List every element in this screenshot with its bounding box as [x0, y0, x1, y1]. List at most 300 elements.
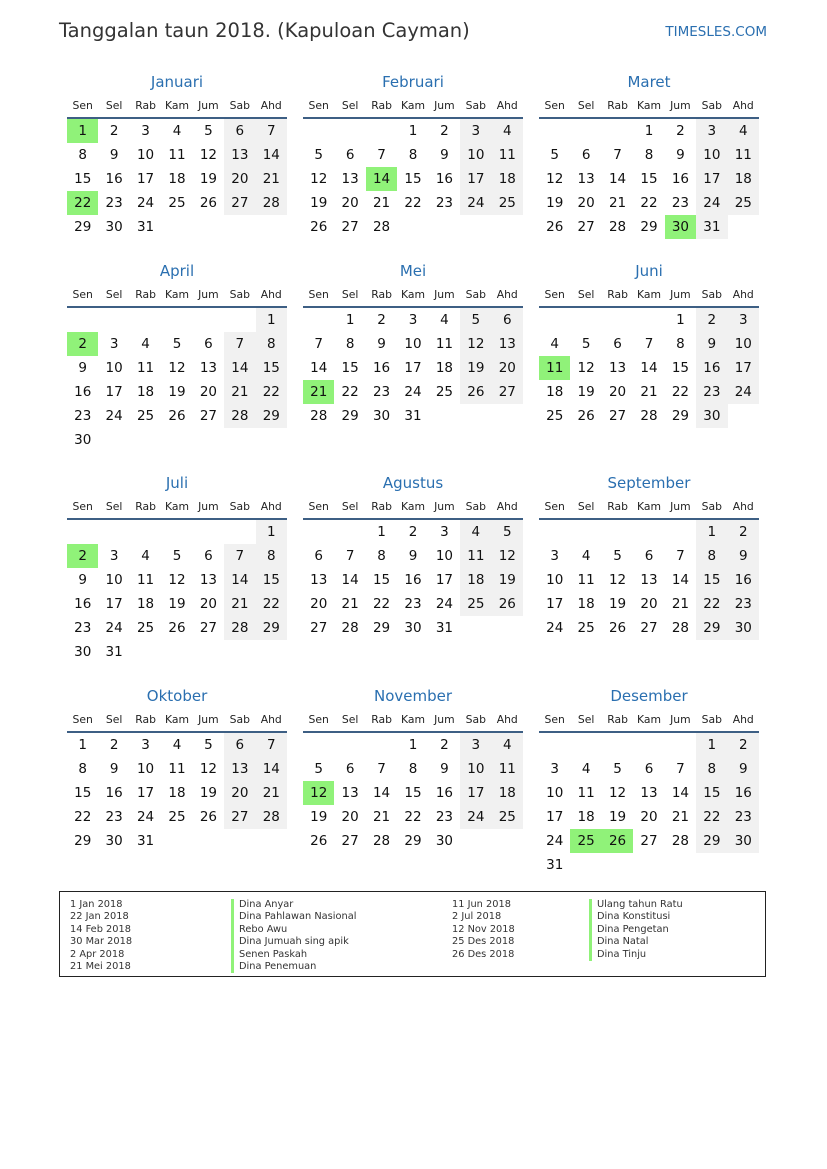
weekday-label: Sen [72, 99, 93, 112]
day-cell: 4 [141, 336, 150, 352]
weekday-header [303, 286, 523, 304]
day-cell: 9 [408, 548, 418, 564]
day-cell: 21 [341, 596, 359, 612]
day-cell: 1 [707, 524, 717, 540]
weekday-label: Kam [164, 99, 189, 112]
day-cell: 4 [581, 548, 591, 564]
day-cell: 10 [467, 761, 485, 777]
legend-holiday-name: Dina Jumuah sing apik [231, 936, 356, 948]
legend-holiday-name: Dina Anyar [231, 899, 356, 911]
day-cell: 27 [640, 833, 658, 849]
legend-names-left [231, 899, 356, 973]
day-cell: 17 [105, 596, 123, 612]
day-cell: 16 [703, 360, 721, 376]
day-cell: 31 [435, 620, 454, 636]
day-cell: 28 [671, 833, 690, 849]
weekday-label: Sab [465, 99, 486, 112]
day-cell: 25 [734, 195, 752, 211]
day-cell: 3 [471, 737, 481, 753]
legend-date: 14 Feb 2018 [70, 923, 131, 935]
day-cell: 8 [408, 147, 418, 163]
day-cell: 25 [498, 195, 516, 211]
day-cell: 21 [671, 809, 690, 825]
day-cell: 29 [74, 219, 92, 235]
day-cell: 11 [168, 147, 186, 163]
day-cell: 6 [204, 548, 213, 564]
day-cell: 27 [341, 833, 359, 849]
holiday-day-cell: 22 [67, 191, 98, 215]
holiday-day-cell: 26 [602, 829, 633, 853]
day-cell: 17 [105, 384, 123, 400]
day-cell: 25 [168, 195, 186, 211]
day-cell: 24 [546, 833, 564, 849]
day-cell: 13 [341, 785, 359, 801]
weekday-label: Sen [544, 713, 565, 726]
day-cell: 27 [199, 408, 218, 424]
day-cell: 11 [734, 147, 752, 163]
day-cell: 13 [310, 572, 328, 588]
day-cell: 18 [577, 596, 595, 612]
day-cell: 28 [231, 408, 249, 424]
day-cell: 16 [105, 171, 123, 187]
day-cell: 17 [546, 596, 564, 612]
day-cell: 9 [377, 336, 386, 352]
day-cell: 5 [314, 761, 323, 777]
day-cell: 22 [262, 596, 280, 612]
weekday-label: Ahd [496, 500, 518, 513]
legend-holiday-name: Dina Pahlawan Nasional [231, 911, 356, 923]
day-cell: 8 [707, 761, 717, 777]
day-cell: 12 [608, 785, 627, 801]
day-cell: 20 [199, 384, 218, 400]
weekday-label: Kam [400, 288, 425, 301]
day-cell: 27 [231, 195, 249, 211]
day-cell: 1 [345, 312, 355, 328]
day-cell: 7 [377, 147, 386, 163]
day-cell: 25 [546, 408, 564, 424]
day-cell: 13 [608, 360, 627, 376]
day-cell: 2 [440, 737, 449, 753]
day-cell: 14 [671, 785, 690, 801]
day-cell: 13 [199, 360, 218, 376]
month-name: Agustus [382, 474, 444, 492]
day-cell: 29 [640, 219, 658, 235]
month-block [539, 685, 759, 895]
weekday-header [303, 498, 523, 516]
day-cell: 19 [199, 171, 218, 187]
day-cell: 10 [435, 548, 454, 564]
day-cell: 1 [676, 312, 685, 328]
day-cell: 26 [467, 384, 485, 400]
day-cell: 19 [498, 572, 516, 588]
day-cell: 12 [310, 171, 328, 187]
day-cell: 8 [266, 548, 276, 564]
day-cell: 10 [546, 785, 564, 801]
day-cell: 10 [703, 147, 721, 163]
day-cell: 5 [613, 548, 622, 564]
day-cell: 1 [78, 737, 87, 753]
day-cell: 12 [199, 147, 218, 163]
day-cell: 29 [703, 833, 721, 849]
weekday-label: Jum [434, 713, 455, 726]
weekday-label: Sel [341, 288, 359, 301]
day-cell: 24 [546, 620, 564, 636]
day-cell: 1 [266, 312, 276, 328]
day-cell: 4 [471, 524, 481, 540]
day-cell: 17 [136, 171, 155, 187]
day-cell: 20 [640, 809, 658, 825]
legend-holiday-name: Dina Konstitusi [589, 911, 683, 923]
day-cell: 5 [204, 737, 213, 753]
day-cell: 20 [498, 360, 516, 376]
weekday-label: Rab [607, 288, 628, 301]
day-cell: 6 [581, 147, 591, 163]
weekday-label: Sen [308, 288, 329, 301]
legend-holiday-name: Dina Penemuan [231, 961, 356, 973]
day-cell: 4 [502, 737, 512, 753]
day-cell: 3 [141, 737, 150, 753]
day-cell: 7 [345, 548, 355, 564]
day-cell: 9 [707, 336, 717, 352]
day-cell: 14 [608, 171, 627, 187]
weekday-label: Jum [670, 288, 691, 301]
weekday-label: Rab [135, 713, 156, 726]
day-cell: 18 [435, 360, 454, 376]
day-cell: 1 [408, 737, 418, 753]
weekday-label: Sen [308, 500, 329, 513]
day-cell: 26 [168, 408, 186, 424]
day-cell: 9 [440, 147, 449, 163]
day-cell: 27 [608, 408, 627, 424]
day-cell: 19 [310, 809, 328, 825]
day-cell: 28 [231, 620, 249, 636]
weekday-label: Sen [72, 288, 93, 301]
day-cell: 16 [404, 572, 422, 588]
holiday-legend [59, 891, 766, 977]
day-cell: 29 [341, 408, 359, 424]
weekday-label: Ahd [496, 288, 518, 301]
day-cell: 30 [74, 432, 92, 448]
day-cell: 6 [235, 737, 245, 753]
weekday-label: Sel [105, 713, 123, 726]
day-cell: 31 [105, 644, 123, 660]
day-cell: 11 [577, 785, 595, 801]
day-cell: 15 [671, 360, 690, 376]
weekday-label: Kam [636, 713, 661, 726]
day-cell: 2 [707, 312, 717, 328]
day-cell: 26 [168, 620, 186, 636]
day-cell: 20 [310, 596, 328, 612]
day-cell: 1 [707, 737, 717, 753]
day-cell: 13 [199, 572, 218, 588]
weekday-header [67, 711, 287, 729]
day-cell: 15 [640, 171, 658, 187]
weekday-label: Kam [164, 288, 189, 301]
day-cell: 25 [498, 809, 516, 825]
day-cell: 3 [141, 123, 150, 139]
day-cell: 20 [341, 195, 359, 211]
legend-date: 2 Apr 2018 [70, 948, 125, 960]
legend-holiday-name: Dina Tinju [589, 949, 683, 961]
weekday-label: Sab [229, 713, 250, 726]
day-cell: 18 [734, 171, 752, 187]
holiday-day-cell: 2 [67, 332, 98, 356]
weekday-label: Kam [400, 99, 425, 112]
day-cell: 4 [172, 123, 182, 139]
day-cell: 13 [231, 147, 249, 163]
day-cell: 21 [231, 384, 249, 400]
day-cell: 27 [310, 620, 328, 636]
weekday-label: Sen [308, 99, 329, 112]
day-cell: 15 [74, 171, 92, 187]
weekday-label: Sel [577, 99, 595, 112]
day-cell: 22 [640, 195, 658, 211]
day-cell: 24 [734, 384, 752, 400]
day-cell: 26 [608, 620, 627, 636]
day-cell: 27 [640, 620, 658, 636]
day-cell: 17 [404, 360, 422, 376]
day-cell: 22 [404, 809, 422, 825]
weekday-label: Ahd [732, 99, 754, 112]
day-cell: 13 [640, 572, 658, 588]
legend-date: 22 Jan 2018 [70, 911, 129, 923]
weekday-label: Rab [135, 500, 156, 513]
day-cell: 30 [74, 644, 92, 660]
weekday-label: Sel [341, 99, 359, 112]
day-cell: 10 [734, 336, 752, 352]
header-divider [67, 306, 287, 308]
weekday-label: Kam [636, 288, 661, 301]
day-cell: 8 [78, 147, 87, 163]
weekday-header [303, 97, 523, 115]
day-cell: 21 [640, 384, 658, 400]
legend-holiday-name: Rebo Awu [231, 924, 356, 936]
day-cell: 16 [734, 785, 752, 801]
weekday-label: Ahd [732, 288, 754, 301]
day-cell: 13 [640, 785, 658, 801]
weekday-label: Sel [105, 99, 123, 112]
day-cell: 6 [644, 761, 654, 777]
weekday-header [539, 498, 759, 516]
weekday-label: Jum [670, 99, 691, 112]
day-cell: 10 [105, 360, 123, 376]
weekday-label: Rab [135, 99, 156, 112]
day-cell: 24 [467, 809, 485, 825]
month-block [67, 71, 287, 281]
weekday-label: Rab [607, 713, 628, 726]
day-cell: 3 [440, 524, 449, 540]
day-cell: 28 [640, 408, 658, 424]
day-cell: 22 [341, 384, 359, 400]
month-name: April [159, 262, 195, 280]
month-block [303, 260, 523, 470]
day-cell: 13 [577, 171, 595, 187]
day-cell: 14 [262, 761, 280, 777]
day-cell: 25 [467, 596, 485, 612]
day-cell: 19 [199, 785, 218, 801]
day-cell: 14 [372, 785, 391, 801]
weekday-label: Sab [701, 288, 722, 301]
day-cell: 18 [498, 785, 516, 801]
day-cell: 23 [105, 195, 123, 211]
day-cell: 4 [502, 123, 512, 139]
legend-date: 30 Mar 2018 [70, 936, 133, 948]
day-cell: 25 [168, 809, 186, 825]
day-cell: 5 [502, 524, 512, 540]
month-block [67, 472, 287, 682]
weekday-label: Sen [72, 713, 93, 726]
day-cell: 16 [671, 171, 690, 187]
weekday-label: Sel [577, 288, 595, 301]
month-block [303, 472, 523, 682]
day-cell: 30 [404, 620, 422, 636]
weekday-label: Sen [308, 713, 329, 726]
day-cell: 18 [577, 809, 595, 825]
day-cell: 30 [703, 408, 721, 424]
day-cell: 11 [577, 572, 595, 588]
day-cell: 3 [109, 336, 119, 352]
day-cell: 18 [136, 596, 155, 612]
day-cell: 4 [581, 761, 591, 777]
day-cell: 29 [262, 408, 280, 424]
day-cell: 20 [640, 596, 658, 612]
day-cell: 23 [372, 384, 391, 400]
day-cell: 8 [644, 147, 654, 163]
weekday-label: Jum [198, 500, 219, 513]
weekday-label: Sab [465, 713, 486, 726]
month-name: Desember [610, 687, 688, 705]
day-cell: 19 [467, 360, 485, 376]
day-cell: 30 [435, 833, 454, 849]
day-cell: 24 [105, 408, 123, 424]
weekday-label: Sel [105, 288, 123, 301]
weekday-label: Jum [198, 713, 219, 726]
day-cell: 21 [671, 596, 690, 612]
day-cell: 2 [676, 123, 685, 139]
day-cell: 10 [546, 572, 564, 588]
day-cell: 25 [136, 408, 155, 424]
day-cell: 28 [372, 833, 391, 849]
day-cell: 28 [262, 195, 280, 211]
weekday-label: Jum [434, 99, 455, 112]
calendar-grid [67, 71, 760, 886]
day-cell: 24 [136, 195, 155, 211]
month-block [303, 685, 523, 895]
weekday-label: Ahd [260, 288, 282, 301]
day-cell: 13 [498, 336, 516, 352]
day-cell: 21 [372, 809, 391, 825]
day-cell: 5 [172, 336, 182, 352]
holiday-day-cell: 30 [665, 215, 696, 239]
weekday-label: Rab [371, 713, 392, 726]
day-cell: 23 [74, 620, 92, 636]
day-cell: 19 [608, 809, 627, 825]
day-cell: 6 [502, 312, 512, 328]
day-cell: 4 [550, 336, 559, 352]
day-cell: 26 [310, 833, 328, 849]
weekday-label: Sel [577, 713, 595, 726]
day-cell: 29 [74, 833, 92, 849]
day-cell: 6 [235, 123, 245, 139]
day-cell: 26 [199, 195, 218, 211]
weekday-label: Sab [465, 288, 486, 301]
day-cell: 10 [404, 336, 422, 352]
legend-date: 1 Jan 2018 [70, 899, 123, 910]
weekday-header [539, 711, 759, 729]
day-cell: 8 [408, 761, 418, 777]
day-cell: 24 [435, 596, 454, 612]
day-cell: 24 [136, 809, 155, 825]
day-cell: 6 [613, 336, 622, 352]
day-cell: 21 [262, 171, 280, 187]
weekday-label: Sab [229, 99, 250, 112]
day-cell: 28 [341, 620, 359, 636]
day-cell: 13 [231, 761, 249, 777]
day-cell: 22 [703, 596, 721, 612]
day-cell: 30 [105, 833, 123, 849]
day-cell: 21 [231, 596, 249, 612]
brand-link[interactable]: TIMESLES.COM [665, 24, 767, 40]
day-cell: 30 [105, 219, 123, 235]
legend-holiday-name: Ulang tahun Ratu [589, 899, 683, 911]
day-cell: 2 [109, 737, 119, 753]
day-cell: 13 [341, 171, 359, 187]
day-cell: 26 [199, 809, 218, 825]
day-cell: 23 [435, 809, 454, 825]
day-cell: 2 [408, 524, 418, 540]
month-name: Maret [627, 73, 671, 91]
day-cell: 12 [577, 360, 595, 376]
holiday-day-cell: 25 [570, 829, 601, 853]
day-cell: 12 [467, 336, 485, 352]
day-cell: 18 [467, 572, 485, 588]
day-cell: 5 [172, 548, 182, 564]
day-cell: 29 [703, 620, 721, 636]
day-cell: 23 [435, 195, 454, 211]
weekday-label: Rab [607, 99, 628, 112]
weekday-label: Kam [164, 500, 189, 513]
day-cell: 26 [577, 408, 595, 424]
day-cell: 2 [738, 524, 748, 540]
day-cell: 24 [404, 384, 422, 400]
weekday-header [67, 498, 287, 516]
holiday-day-cell: 2 [67, 544, 98, 568]
day-cell: 9 [738, 548, 748, 564]
day-cell: 6 [345, 761, 355, 777]
day-cell: 23 [734, 809, 752, 825]
legend-holiday-name: Senen Paskah [231, 949, 356, 961]
day-cell: 16 [734, 572, 752, 588]
weekday-label: Sab [701, 713, 722, 726]
day-cell: 20 [231, 171, 249, 187]
day-cell: 9 [738, 761, 748, 777]
day-cell: 15 [703, 572, 721, 588]
day-cell: 8 [345, 336, 355, 352]
holiday-day-cell: 14 [366, 167, 397, 191]
month-name: Februari [382, 73, 444, 91]
day-cell: 23 [734, 596, 752, 612]
day-cell: 12 [498, 548, 516, 564]
month-name: November [373, 687, 453, 705]
day-cell: 11 [498, 761, 516, 777]
day-cell: 5 [204, 123, 213, 139]
day-cell: 19 [168, 384, 186, 400]
day-cell: 30 [734, 833, 752, 849]
day-cell: 16 [74, 596, 92, 612]
weekday-label: Sen [544, 500, 565, 513]
day-cell: 29 [372, 620, 391, 636]
day-cell: 19 [168, 596, 186, 612]
